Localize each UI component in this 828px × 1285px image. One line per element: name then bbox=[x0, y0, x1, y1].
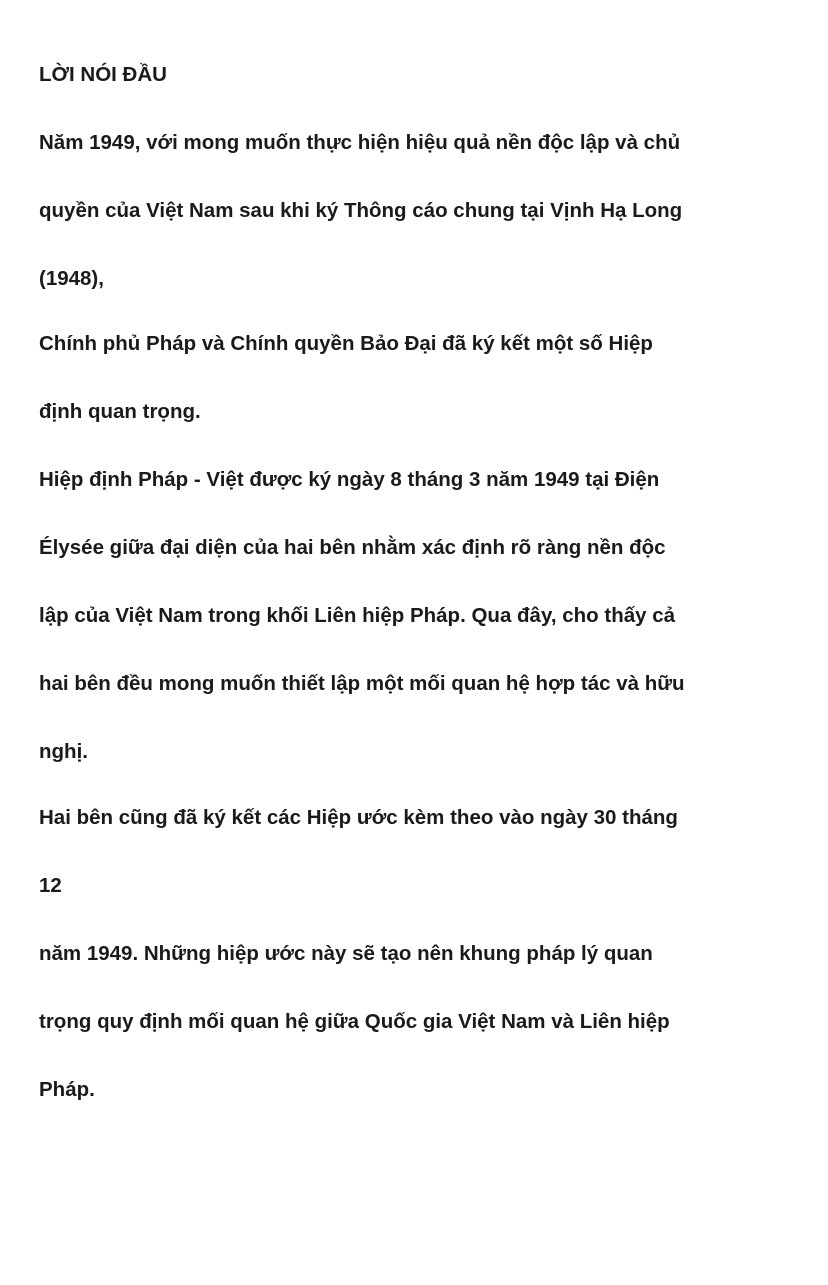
text-line: Élysée giữa đại diện của hai bên nhằm xác định rõ ràng nền độc bbox=[39, 536, 666, 559]
text-line: năm 1949. Những hiệp ước này sẽ tạo nên khung pháp lý quan bbox=[39, 942, 653, 965]
document-heading: LỜI NÓI ĐẦU bbox=[39, 63, 167, 86]
text-line: 12 bbox=[39, 874, 62, 897]
text-line: lập của Việt Nam trong khối Liên hiệp Pháp. Qua đây, cho thấy cả bbox=[39, 604, 676, 627]
text-line: Hai bên cũng đã ký kết các Hiệp ước kèm theo vào ngày 30 tháng bbox=[39, 806, 678, 829]
text-line: Chính phủ Pháp và Chính quyền Bảo Đại đã ký kết một số Hiệp bbox=[39, 332, 653, 355]
text-line: quyền của Việt Nam sau khi ký Thông cáo chung tại Vịnh Hạ Long bbox=[39, 199, 683, 222]
text-line: (1948), bbox=[39, 267, 104, 290]
text-line: nghị. bbox=[39, 740, 88, 763]
text-line: Hiệp định Pháp - Việt được ký ngày 8 tháng 3 năm 1949 tại Điện bbox=[39, 468, 660, 491]
text-line: hai bên đều mong muốn thiết lập một mối quan hệ hợp tác và hữu bbox=[39, 672, 685, 695]
text-line: Pháp. bbox=[39, 1078, 95, 1101]
text-line: Năm 1949, với mong muốn thực hiện hiệu quả nền độc lập và chủ bbox=[39, 131, 681, 154]
text-line: định quan trọng. bbox=[39, 400, 201, 423]
text-line: trọng quy định mối quan hệ giữa Quốc gia Việt Nam và Liên hiệp bbox=[39, 1010, 670, 1033]
